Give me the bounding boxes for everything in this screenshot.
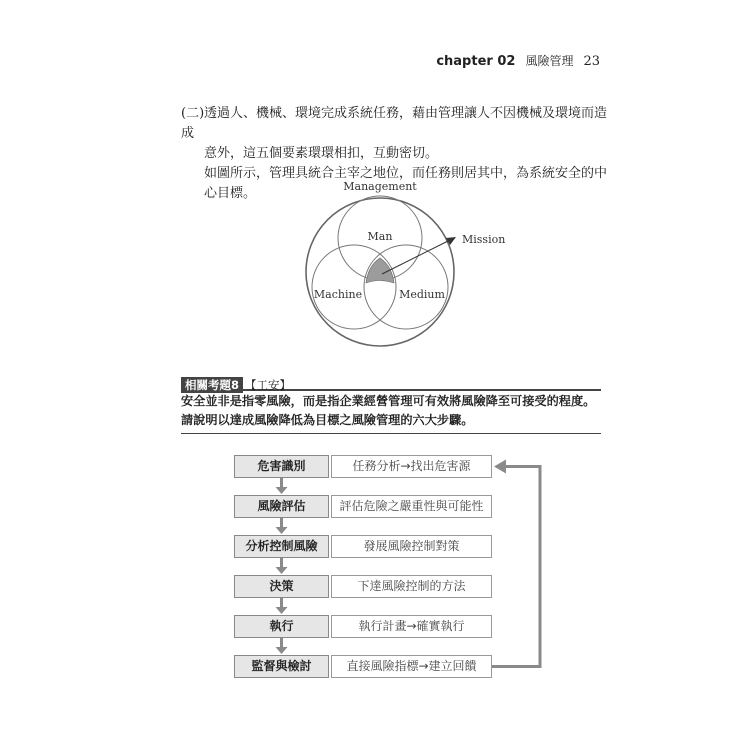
flow-step-name: 危害識別 <box>234 455 329 478</box>
flow-step-description: 執行計畫→確實執行 <box>331 615 492 638</box>
flow-step-description: 任務分析→找出危害源 <box>331 455 492 478</box>
feedback-loop-arrowhead <box>494 460 506 474</box>
flow-step-description: 發展風險控制對策 <box>331 535 492 558</box>
medium-label: Medium <box>399 288 445 301</box>
mission-label: Mission <box>462 233 506 246</box>
management-label: Management <box>343 180 417 193</box>
question-source: 【工安】 <box>245 378 292 392</box>
page-number: 23 <box>583 54 600 69</box>
machine-label: Machine <box>313 288 363 301</box>
flow-down-arrowhead <box>276 527 288 534</box>
flow-step-name: 執行 <box>234 615 329 638</box>
man-label: Man <box>367 230 393 243</box>
flow-step-description: 下達風險控制的方法 <box>331 575 492 598</box>
paragraph-line: 意外，這五個要素環環相扣，互動密切。 <box>204 146 439 161</box>
flow-step-name: 分析控制風險 <box>234 535 329 558</box>
flow-step-description: 評估危險之嚴重性與可能性 <box>331 495 492 518</box>
flow-step-name: 風險評估 <box>234 495 329 518</box>
chapter-label: chapter 02 <box>436 54 516 69</box>
flow-down-arrowhead <box>276 607 288 614</box>
flow-step-name: 決策 <box>234 575 329 598</box>
item-number: (二) <box>181 106 205 121</box>
question-line: 安全並非是指零風險，而是指企業經營管理可有效將風險降至可接受的程度。 <box>181 394 596 408</box>
question-line: 請說明以達成風險降低為目標之風險管理的六大步驟。 <box>181 413 474 427</box>
section-title: 風險管理 <box>525 54 574 68</box>
flow-down-arrowhead <box>276 567 288 574</box>
flow-step-name: 監督與檢討 <box>234 655 329 678</box>
feedback-loop-connector <box>492 467 540 667</box>
flow-down-arrowhead <box>276 487 288 494</box>
paragraph-line: 如圖所示，管理具統合主宰之地位，而任務則居其中，為系統安全的中 <box>204 166 608 181</box>
paragraph-line: (二)透過人、機械、環境完成系統任務，藉由管理讓人不因機械及環境而造成 <box>181 106 608 141</box>
flow-down-arrowhead <box>276 647 288 654</box>
flow-step-description: 直接風險指標→建立回饋 <box>331 655 492 678</box>
paragraph-line: 心目標。 <box>204 186 257 201</box>
question-tag: 相關考題8 <box>181 377 243 393</box>
